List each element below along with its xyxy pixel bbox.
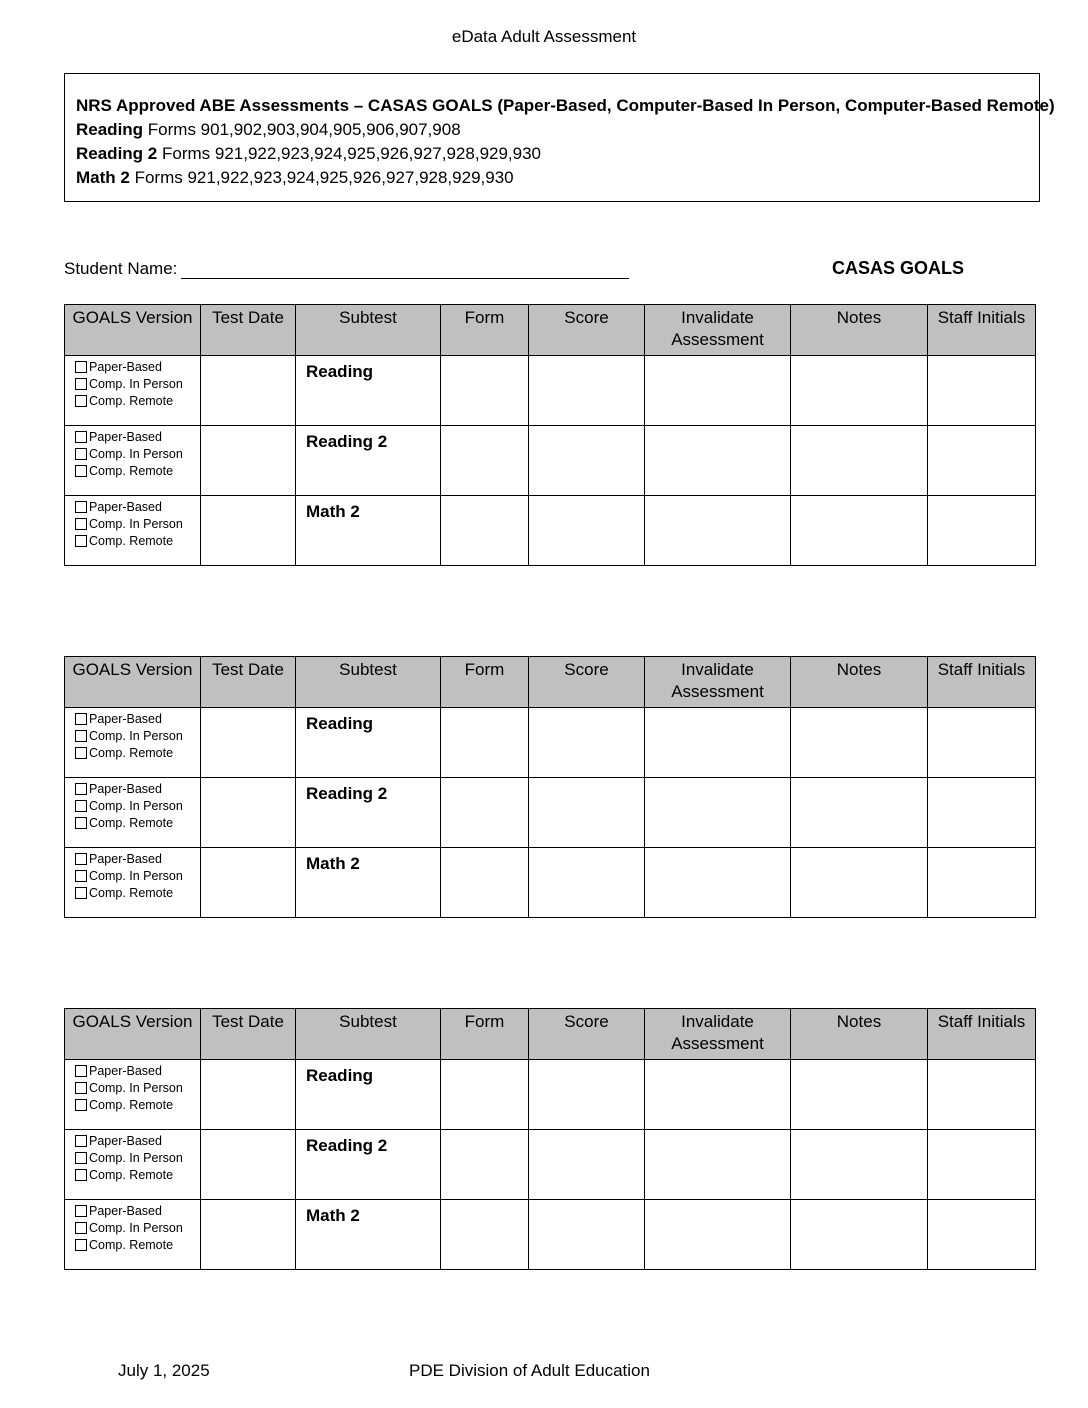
notes-cell[interactable] bbox=[791, 1130, 928, 1200]
notes-cell[interactable] bbox=[791, 848, 928, 918]
version-option bbox=[75, 727, 200, 744]
version-option bbox=[75, 358, 200, 375]
version-option-label: Comp. Remote bbox=[89, 1237, 174, 1252]
staff-initials-cell[interactable] bbox=[928, 1200, 1036, 1270]
staff-initials-cell[interactable] bbox=[928, 708, 1036, 778]
column-header: Staff Initials bbox=[928, 1009, 1036, 1060]
subtest-cell bbox=[296, 848, 441, 918]
version-option bbox=[75, 1166, 200, 1183]
goals-score-table bbox=[64, 1008, 1036, 1270]
version-checkbox[interactable] bbox=[75, 518, 87, 530]
info-title: NRS Approved ABE Assessments – CASAS GOALS (Paper-Based, Computer-Based In Person, Computer-Based Remote) bbox=[76, 96, 1055, 115]
subtest-label: Reading 2 bbox=[306, 784, 388, 803]
form-cell[interactable] bbox=[441, 426, 529, 496]
test-date-cell[interactable] bbox=[201, 708, 296, 778]
subtest-label: Reading 2 bbox=[306, 1136, 388, 1155]
column-header: Subtest bbox=[296, 305, 441, 356]
notes-cell[interactable] bbox=[791, 496, 928, 566]
version-checkbox[interactable] bbox=[75, 1065, 87, 1077]
version-checkbox[interactable] bbox=[75, 887, 87, 899]
version-option-label: Comp. In Person bbox=[89, 1220, 183, 1235]
form-cell[interactable] bbox=[441, 1200, 529, 1270]
version-option-label: Comp. Remote bbox=[89, 1097, 174, 1112]
column-header: Test Date bbox=[201, 657, 296, 708]
version-option bbox=[75, 710, 200, 727]
column-header: Subtest bbox=[296, 1009, 441, 1060]
score-cell[interactable] bbox=[529, 1200, 645, 1270]
score-cell[interactable] bbox=[529, 1130, 645, 1200]
version-option bbox=[75, 1219, 200, 1236]
column-header: Invalidate Assessment bbox=[645, 1009, 791, 1060]
column-header: Test Date bbox=[201, 305, 296, 356]
table-header-row bbox=[65, 1009, 1036, 1060]
version-option-label: Comp. Remote bbox=[89, 815, 174, 830]
version-option bbox=[75, 515, 200, 532]
goals-version-cell bbox=[65, 708, 201, 778]
subtest-cell bbox=[296, 778, 441, 848]
column-header: Invalidate Assessment bbox=[645, 305, 791, 356]
version-option bbox=[75, 1096, 200, 1113]
version-option-label: Comp. Remote bbox=[89, 393, 174, 408]
table-header-row bbox=[65, 305, 1036, 356]
version-option bbox=[75, 850, 200, 867]
notes-cell[interactable] bbox=[791, 1200, 928, 1270]
score-cell[interactable] bbox=[529, 426, 645, 496]
version-checkbox[interactable] bbox=[75, 800, 87, 812]
version-option-label: Paper-Based bbox=[89, 851, 162, 866]
version-option bbox=[75, 498, 200, 515]
table-row bbox=[65, 1060, 1036, 1130]
info-line-math-2: Math 2 Forms 921,922,923,924,925,926,927,928,929,930 bbox=[76, 168, 514, 187]
table-row bbox=[65, 426, 1036, 496]
version-option-label: Comp. Remote bbox=[89, 463, 174, 478]
score-cell[interactable] bbox=[529, 848, 645, 918]
test-date-cell[interactable] bbox=[201, 848, 296, 918]
subtest-cell bbox=[296, 496, 441, 566]
goals-version-cell bbox=[65, 1130, 201, 1200]
footer-org: PDE Division of Adult Education bbox=[409, 1361, 650, 1380]
version-checkbox[interactable] bbox=[75, 501, 87, 513]
version-option bbox=[75, 780, 200, 797]
version-option-label: Paper-Based bbox=[89, 499, 162, 514]
version-option-label: Paper-Based bbox=[89, 1203, 162, 1218]
invalidate-assessment-cell[interactable] bbox=[645, 848, 791, 918]
page-header: eData Adult Assessment bbox=[451, 27, 637, 46]
invalidate-assessment-cell[interactable] bbox=[645, 1130, 791, 1200]
version-option-label: Comp. Remote bbox=[89, 885, 174, 900]
version-checkbox[interactable] bbox=[75, 1135, 87, 1147]
goals-version-cell bbox=[65, 426, 201, 496]
staff-initials-cell[interactable] bbox=[928, 1130, 1036, 1200]
version-option bbox=[75, 375, 200, 392]
table-row bbox=[65, 848, 1036, 918]
invalidate-assessment-cell[interactable] bbox=[645, 496, 791, 566]
version-checkbox[interactable] bbox=[75, 783, 87, 795]
version-option bbox=[75, 797, 200, 814]
version-checkbox[interactable] bbox=[75, 361, 87, 373]
version-option-label: Comp. In Person bbox=[89, 868, 183, 883]
info-line-reading-2: Reading 2 Forms 921,922,923,924,925,926,927,928,929,930 bbox=[76, 144, 542, 163]
version-option bbox=[75, 1149, 200, 1166]
goals-version-cell bbox=[65, 1200, 201, 1270]
column-header: Staff Initials bbox=[928, 305, 1036, 356]
version-option bbox=[75, 462, 200, 479]
invalidate-assessment-cell[interactable] bbox=[645, 356, 791, 426]
form-cell[interactable] bbox=[441, 778, 529, 848]
column-header: Form bbox=[441, 305, 529, 356]
version-option-label: Comp. In Person bbox=[89, 1150, 183, 1165]
test-date-cell[interactable] bbox=[201, 1130, 296, 1200]
version-option bbox=[75, 532, 200, 549]
staff-initials-cell[interactable] bbox=[928, 426, 1036, 496]
column-header: Notes bbox=[791, 657, 928, 708]
version-option bbox=[75, 814, 200, 831]
form-cell[interactable] bbox=[441, 496, 529, 566]
invalidate-assessment-cell[interactable] bbox=[645, 1060, 791, 1130]
subtest-label: Math 2 bbox=[306, 502, 360, 521]
staff-initials-cell[interactable] bbox=[928, 1060, 1036, 1130]
version-option bbox=[75, 392, 200, 409]
version-checkbox[interactable] bbox=[75, 1222, 87, 1234]
test-date-cell[interactable] bbox=[201, 1060, 296, 1130]
footer-date: July 1, 2025 bbox=[118, 1361, 210, 1380]
subtest-cell bbox=[296, 708, 441, 778]
form-cell[interactable] bbox=[441, 1130, 529, 1200]
column-header: Form bbox=[441, 657, 529, 708]
column-header: GOALS Version bbox=[65, 657, 201, 708]
student-name-row bbox=[64, 258, 629, 279]
goals-version-cell bbox=[65, 778, 201, 848]
form-cell[interactable] bbox=[441, 1060, 529, 1130]
notes-cell[interactable] bbox=[791, 1060, 928, 1130]
version-option bbox=[75, 1236, 200, 1253]
column-header: GOALS Version bbox=[65, 1009, 201, 1060]
version-checkbox[interactable] bbox=[75, 730, 87, 742]
version-option-label: Comp. Remote bbox=[89, 745, 174, 760]
goals-version-cell bbox=[65, 496, 201, 566]
table-row bbox=[65, 496, 1036, 566]
version-option bbox=[75, 744, 200, 761]
subtest-label: Reading bbox=[306, 714, 374, 733]
table-header-row bbox=[65, 657, 1036, 708]
version-checkbox[interactable] bbox=[75, 395, 87, 407]
version-option-label: Paper-Based bbox=[89, 711, 162, 726]
subtest-label: Reading bbox=[306, 1066, 374, 1085]
version-option-label: Comp. In Person bbox=[89, 516, 183, 531]
column-header: GOALS Version bbox=[65, 305, 201, 356]
version-checkbox[interactable] bbox=[75, 747, 87, 759]
subtest-label: Reading bbox=[306, 362, 374, 381]
version-checkbox[interactable] bbox=[75, 1205, 87, 1217]
score-cell[interactable] bbox=[529, 708, 645, 778]
version-option-label: Comp. In Person bbox=[89, 446, 183, 461]
version-option bbox=[75, 867, 200, 884]
staff-initials-cell[interactable] bbox=[928, 778, 1036, 848]
test-date-cell[interactable] bbox=[201, 496, 296, 566]
student-name-label: Student Name: bbox=[64, 259, 178, 278]
form-cell[interactable] bbox=[441, 848, 529, 918]
version-checkbox[interactable] bbox=[75, 1082, 87, 1094]
version-checkbox[interactable] bbox=[75, 870, 87, 882]
goals-version-cell bbox=[65, 848, 201, 918]
test-date-cell[interactable] bbox=[201, 356, 296, 426]
version-option bbox=[75, 1202, 200, 1219]
subtest-cell bbox=[296, 1130, 441, 1200]
goals-version-cell bbox=[65, 1060, 201, 1130]
version-option-label: Paper-Based bbox=[89, 1133, 162, 1148]
version-checkbox[interactable] bbox=[75, 465, 87, 477]
column-header: Test Date bbox=[201, 1009, 296, 1060]
column-header: Staff Initials bbox=[928, 657, 1036, 708]
student-name-field[interactable] bbox=[181, 258, 629, 279]
version-option bbox=[75, 884, 200, 901]
score-cell[interactable] bbox=[529, 356, 645, 426]
test-date-cell[interactable] bbox=[201, 778, 296, 848]
staff-initials-cell[interactable] bbox=[928, 848, 1036, 918]
version-checkbox[interactable] bbox=[75, 448, 87, 460]
subtest-label: Math 2 bbox=[306, 1206, 360, 1225]
version-checkbox[interactable] bbox=[75, 713, 87, 725]
version-option bbox=[75, 1132, 200, 1149]
column-header: Notes bbox=[791, 1009, 928, 1060]
subtest-label: Reading 2 bbox=[306, 432, 388, 451]
goals-version-cell bbox=[65, 356, 201, 426]
goals-score-table bbox=[64, 304, 1036, 566]
subtest-cell bbox=[296, 426, 441, 496]
version-option-label: Paper-Based bbox=[89, 359, 162, 374]
notes-cell[interactable] bbox=[791, 708, 928, 778]
version-option bbox=[75, 428, 200, 445]
form-cell[interactable] bbox=[441, 356, 529, 426]
form-cell[interactable] bbox=[441, 708, 529, 778]
assessment-info-box bbox=[64, 73, 1055, 202]
subtest-cell bbox=[296, 356, 441, 426]
table-row bbox=[65, 356, 1036, 426]
score-cell[interactable] bbox=[529, 496, 645, 566]
subtest-label: Math 2 bbox=[306, 854, 360, 873]
version-checkbox[interactable] bbox=[75, 817, 87, 829]
version-checkbox[interactable] bbox=[75, 1099, 87, 1111]
test-date-cell[interactable] bbox=[201, 426, 296, 496]
version-checkbox[interactable] bbox=[75, 1239, 87, 1251]
invalidate-assessment-cell[interactable] bbox=[645, 778, 791, 848]
table-row bbox=[65, 708, 1036, 778]
info-line-reading: Reading Forms 901,902,903,904,905,906,907,908 bbox=[76, 120, 461, 139]
version-checkbox[interactable] bbox=[75, 853, 87, 865]
version-option-label: Paper-Based bbox=[89, 781, 162, 796]
column-header: Score bbox=[529, 305, 645, 356]
notes-cell[interactable] bbox=[791, 778, 928, 848]
score-cell[interactable] bbox=[529, 778, 645, 848]
staff-initials-cell[interactable] bbox=[928, 496, 1036, 566]
invalidate-assessment-cell[interactable] bbox=[645, 708, 791, 778]
column-header: Score bbox=[529, 657, 645, 708]
column-header: Notes bbox=[791, 305, 928, 356]
score-cell[interactable] bbox=[529, 1060, 645, 1130]
version-checkbox[interactable] bbox=[75, 535, 87, 547]
version-checkbox[interactable] bbox=[75, 431, 87, 443]
version-option-label: Paper-Based bbox=[89, 429, 162, 444]
column-header: Subtest bbox=[296, 657, 441, 708]
table-row bbox=[65, 778, 1036, 848]
version-option-label: Paper-Based bbox=[89, 1063, 162, 1078]
version-option bbox=[75, 445, 200, 462]
notes-cell[interactable] bbox=[791, 356, 928, 426]
casas-goals-title: CASAS GOALS bbox=[832, 258, 965, 278]
version-option bbox=[75, 1062, 200, 1079]
version-option-label: Comp. Remote bbox=[89, 1167, 174, 1182]
version-option-label: Comp. In Person bbox=[89, 1080, 183, 1095]
column-header: Score bbox=[529, 1009, 645, 1060]
invalidate-assessment-cell[interactable] bbox=[645, 1200, 791, 1270]
version-option-label: Comp. In Person bbox=[89, 798, 183, 813]
version-option-label: Comp. In Person bbox=[89, 376, 183, 391]
invalidate-assessment-cell[interactable] bbox=[645, 426, 791, 496]
column-header: Form bbox=[441, 1009, 529, 1060]
column-header: Invalidate Assessment bbox=[645, 657, 791, 708]
test-date-cell[interactable] bbox=[201, 1200, 296, 1270]
version-checkbox[interactable] bbox=[75, 1152, 87, 1164]
table-row bbox=[65, 1130, 1036, 1200]
subtest-cell bbox=[296, 1200, 441, 1270]
version-option-label: Comp. In Person bbox=[89, 728, 183, 743]
staff-initials-cell[interactable] bbox=[928, 356, 1036, 426]
goals-score-table bbox=[64, 656, 1036, 918]
notes-cell[interactable] bbox=[791, 426, 928, 496]
version-option bbox=[75, 1079, 200, 1096]
subtest-cell bbox=[296, 1060, 441, 1130]
version-option-label: Comp. Remote bbox=[89, 533, 174, 548]
table-row bbox=[65, 1200, 1036, 1270]
version-checkbox[interactable] bbox=[75, 1169, 87, 1181]
version-checkbox[interactable] bbox=[75, 378, 87, 390]
